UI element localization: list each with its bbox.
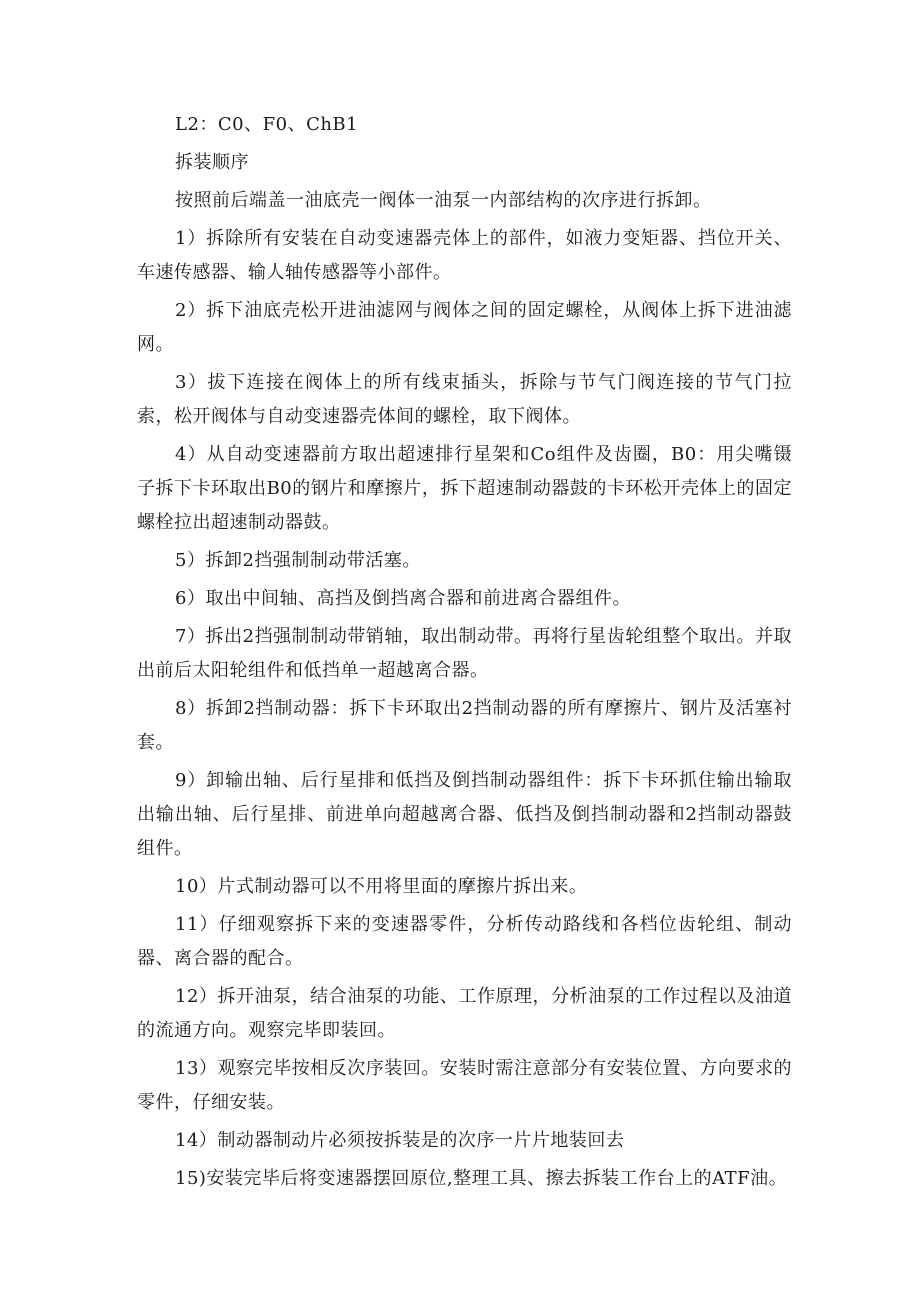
document-body (137, 108, 792, 1196)
step-10: 10）片式制动器可以不用将里面的摩擦片拆出来。 (175, 876, 588, 897)
step-14: 14）制动器制动片必须按拆装是的次序一片片地装回去 (175, 1130, 625, 1151)
disassembly-order-intro: 按照前后端盖一油底壳一阀体一油泵一内部结构的次序进行拆卸。 (175, 190, 712, 211)
step-6: 6）取出中间轴、高挡及倒挡离合器和前进离合器组件。 (175, 588, 631, 609)
step-7: 7）拆出2挡强制制动带销轴，取出制动带。再将行星齿轮组整个取出。并取出前后太阳轮组件和低挡单一超越离合器。 (137, 626, 792, 681)
step-3: 3）拔下连接在阀体上的所有线束插头，拆除与节气门阀连接的节气门拉索，松开阀体与自动变速器壳体间的螺栓，取下阀体。 (137, 372, 792, 427)
step-15: 15)安装完毕后将变速器摆回原位,整理工具、擦去拆装工作台上的ATF油。 (175, 1168, 788, 1189)
clutch-list-line: L2：C0、F0、ChB1 (175, 114, 359, 135)
step-9: 9）卸输出轴、后行星排和低挡及倒挡制动器组件：拆下卡环抓住输出输取出输出轴、后行星排、前进单向超越离合器、低挡及倒挡制动器和2挡制动器鼓组件。 (137, 770, 792, 859)
section-heading: 拆装顺序 (175, 152, 249, 173)
step-2: 2）拆下油底壳松开进油滤网与阀体之间的固定螺栓，从阀体上拆下进油滤网。 (137, 300, 792, 355)
step-13: 13）观察完毕按相反次序装回。安装时需注意部分有安装位置、方向要求的零件，仔细安装。 (137, 1058, 792, 1113)
step-12: 12）拆开油泵，结合油泵的功能、工作原理，分析油泵的工作过程以及油道的流通方向。观察完毕即装回。 (137, 986, 792, 1041)
step-4: 4）从自动变速器前方取出超速排行星架和Co组件及齿圈，B0：用尖嘴镊子拆下卡环取出B0的钢片和摩擦片，拆下超速制动器鼓的卡环松开壳体上的固定螺栓拉出超速制动器鼓。 (137, 444, 792, 533)
step-5: 5）拆卸2挡强制制动带活塞。 (175, 550, 421, 571)
step-11: 11）仔细观察拆下来的变速器零件，分析传动路线和各档位齿轮组、制动器、离合器的配合。 (137, 914, 792, 969)
step-1: 1）拆除所有安装在自动变速器壳体上的部件，如液力变矩器、挡位开关、车速传感器、输人轴传感器等小部件。 (137, 228, 792, 283)
step-8: 8）拆卸2挡制动器：拆下卡环取出2挡制动器的所有摩擦片、钢片及活塞衬套。 (137, 698, 792, 753)
